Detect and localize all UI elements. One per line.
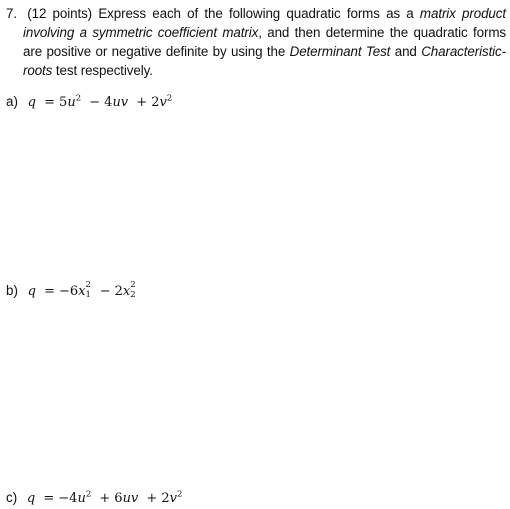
question-text-2: , and then determine the quadratic forms are positive or negative definite by using the — [23, 25, 506, 59]
part-c-t1-exp: 2 — [85, 490, 92, 500]
part-c-t1-coef: −4 — [58, 491, 78, 507]
part-c-t3-coef: 2 — [161, 491, 170, 507]
part-b-t2-var: x — [122, 284, 131, 299]
part-a-equation — [28, 95, 173, 110]
part-a-t1-var: u — [67, 95, 76, 111]
part-a-t2-var: uv — [112, 95, 129, 111]
part-a-op2: + — [136, 95, 148, 111]
part-b — [6, 282, 136, 301]
part-c-label: c) — [6, 490, 18, 506]
part-b-t1-exp: 2 — [85, 280, 91, 290]
question-text — [6, 4, 506, 80]
part-c-op1: + — [99, 491, 111, 507]
part-a-t3-coef: 2 — [151, 95, 160, 111]
part-b-equals: = — [44, 284, 56, 299]
part-b-t2-exp: 2 — [130, 280, 136, 290]
part-c-op2: + — [146, 491, 158, 507]
question-italic-3: Characteristic-roots — [23, 44, 507, 78]
part-b-t2-coef: 2 — [114, 284, 123, 299]
question-points: (12 points) — [27, 6, 93, 21]
part-c-equals: = — [43, 491, 55, 507]
question-number: 7. — [6, 6, 17, 21]
part-b-equation — [27, 280, 137, 300]
part-a-t1-coef: 5 — [59, 95, 68, 111]
part-a-t3-exp: 2 — [166, 94, 173, 104]
part-b-op1: − — [99, 284, 111, 299]
part-a-t3-var: v — [159, 95, 167, 111]
part-c-q: q — [26, 491, 36, 507]
part-c-t1-var: u — [77, 491, 86, 507]
part-a-equals: = — [44, 95, 56, 111]
question-body — [6, 4, 506, 80]
part-c-t2-var: uv — [122, 491, 139, 507]
part-c-t2-coef: 6 — [114, 491, 123, 507]
part-a-label: a) — [6, 94, 18, 110]
part-b-t1-var: x — [78, 284, 86, 299]
part-b-t1-sub: 1 — [85, 290, 91, 300]
part-a — [6, 90, 172, 112]
part-b-t1-scripts — [85, 280, 92, 300]
question-text-3: and — [394, 44, 417, 59]
question-text-1: Express each of the following quadratic forms as a — [98, 6, 414, 21]
part-a-t2-coef: 4 — [104, 95, 113, 111]
part-b-t2-sub: 2 — [130, 290, 136, 300]
question-text-4: test respectively. — [55, 63, 153, 78]
part-a-q: q — [27, 95, 36, 111]
part-a-op1: − — [89, 95, 101, 111]
part-c-t3-var: v — [169, 491, 177, 507]
part-a-t1-exp: 2 — [75, 94, 82, 104]
part-b-q: q — [27, 284, 36, 299]
part-b-label: b) — [6, 283, 18, 298]
part-c — [6, 486, 182, 508]
question-italic-1: matrix product involving a symmetric coefficient matrix — [23, 6, 506, 40]
part-b-t1-coef: −6 — [59, 284, 79, 299]
part-c-equation — [27, 491, 183, 506]
part-b-t2-scripts — [130, 280, 136, 300]
question-italic-2: Determinant Test — [289, 44, 391, 59]
part-c-t3-exp: 2 — [176, 490, 183, 500]
